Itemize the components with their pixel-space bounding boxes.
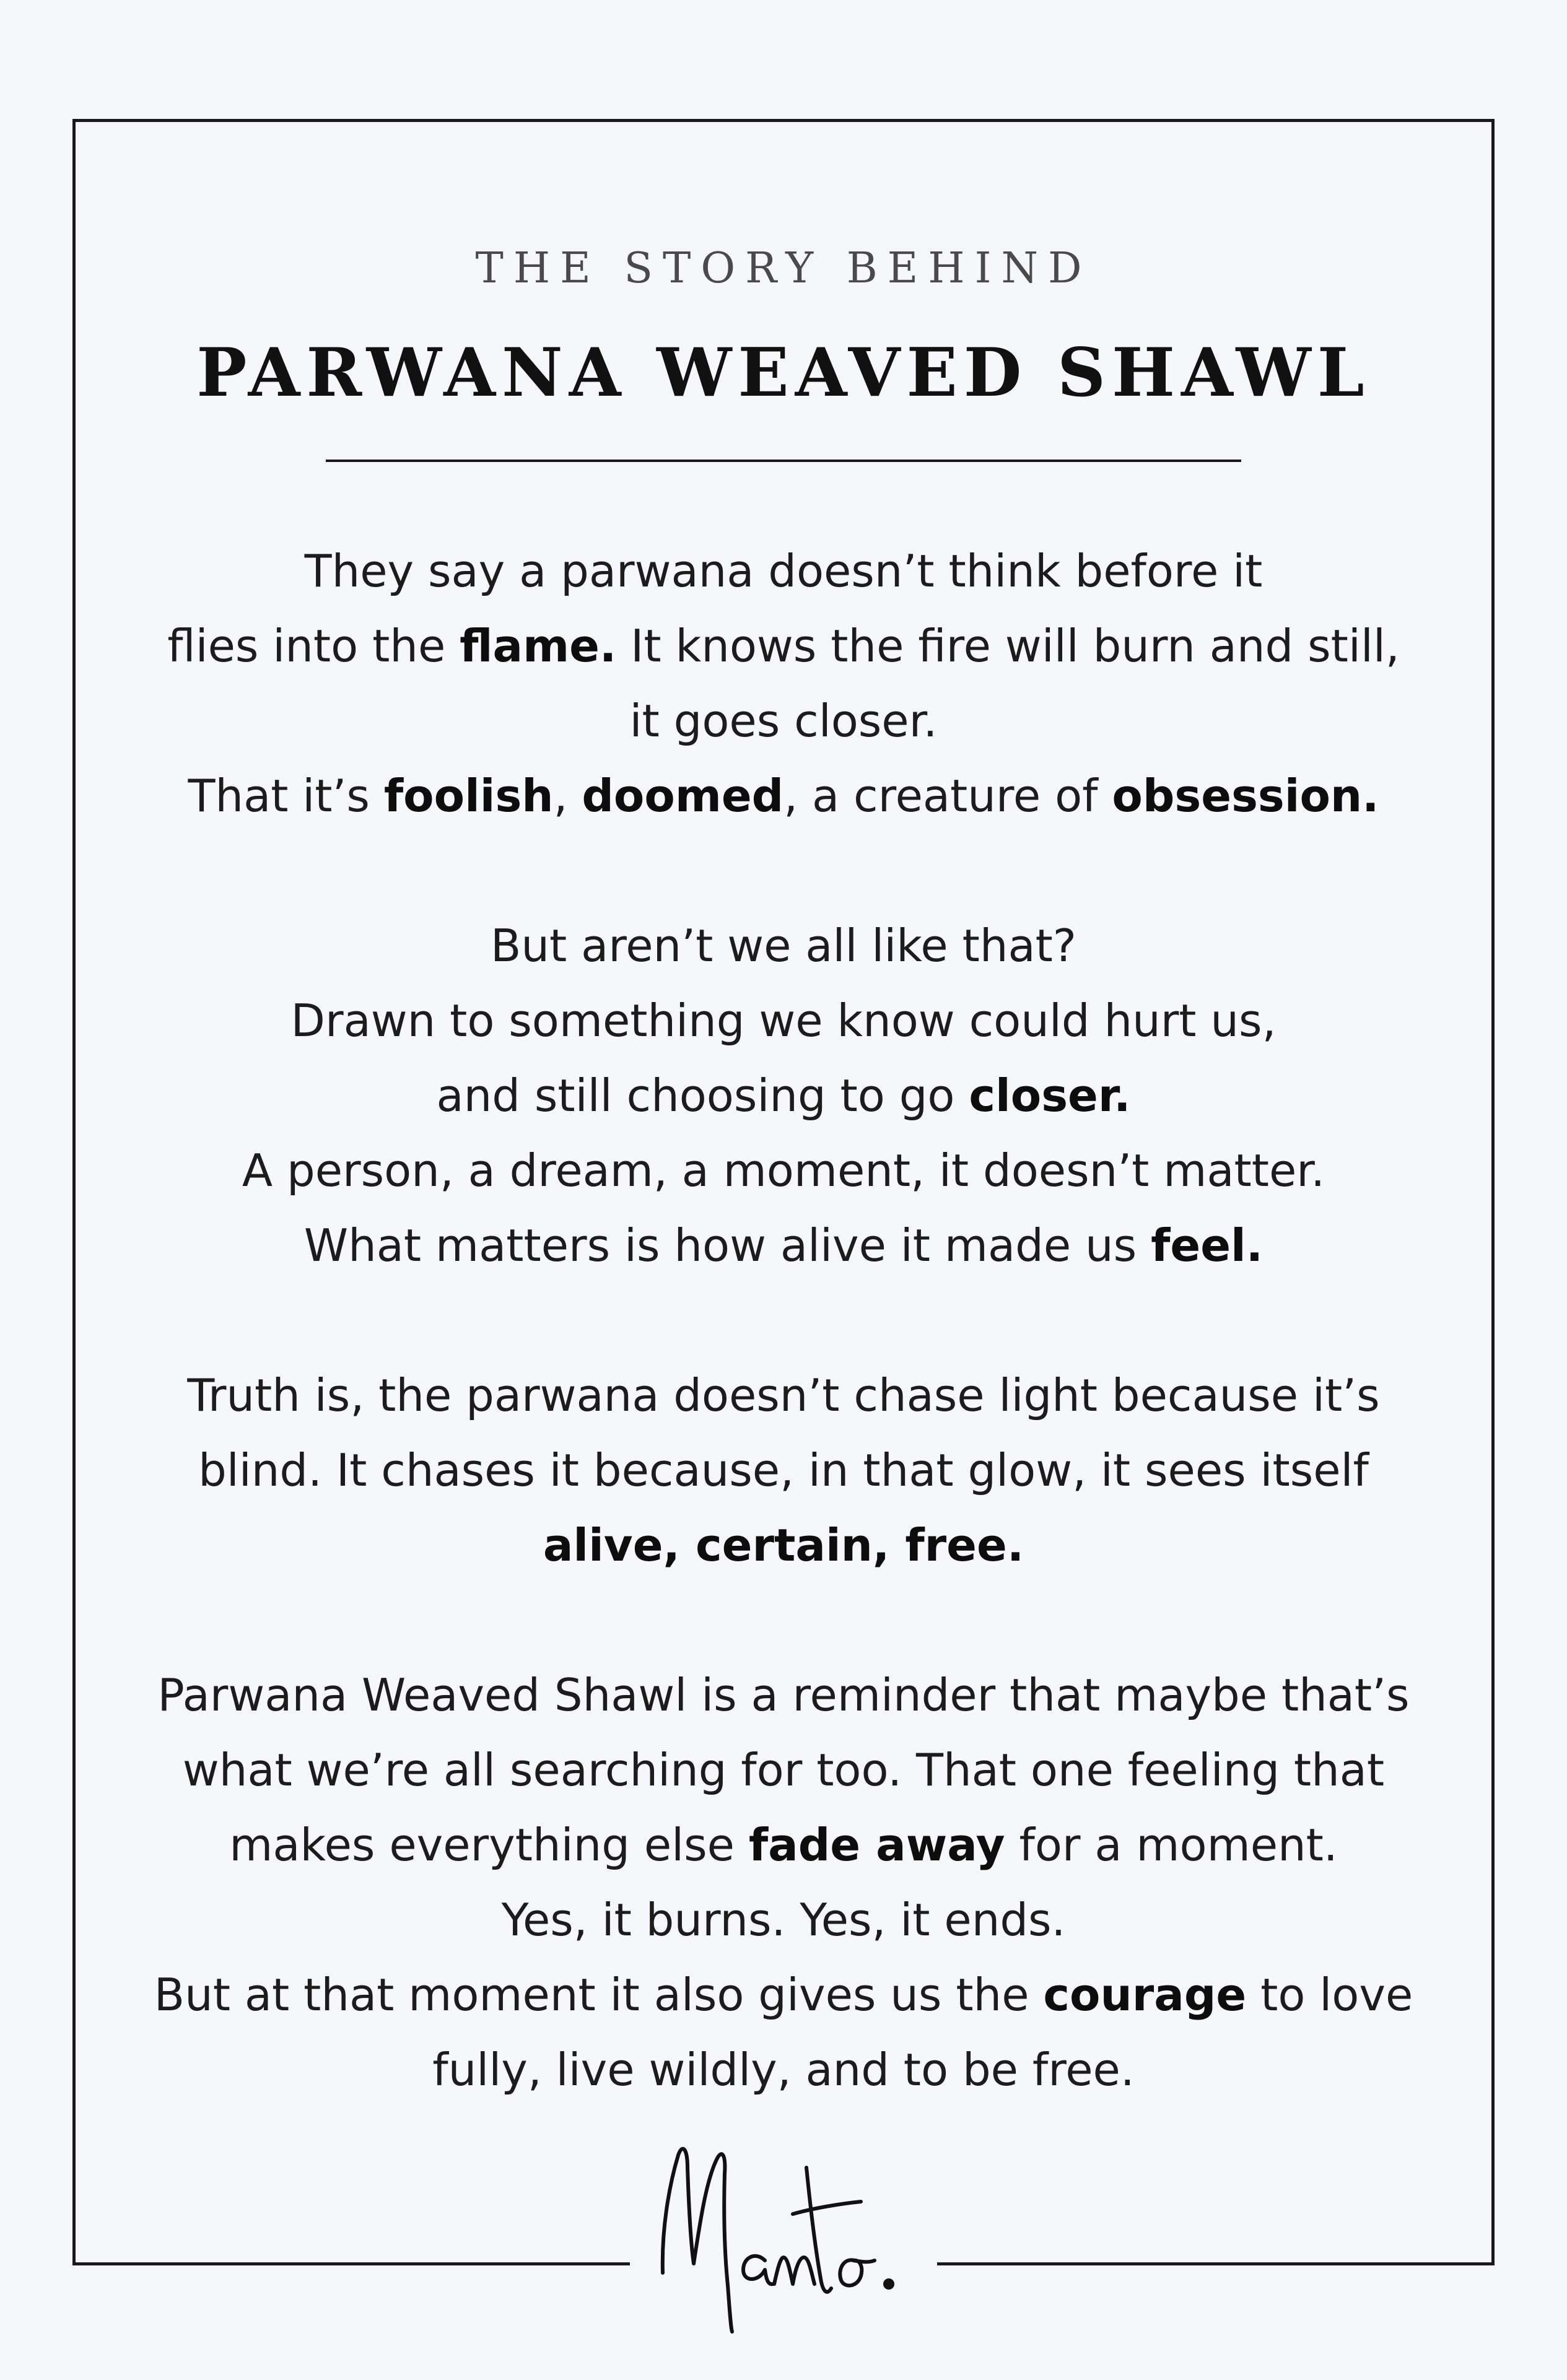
emphasis-text: foolish: [383, 770, 554, 822]
emphasis-text: fade away: [748, 1819, 1005, 1871]
story-line: what we’re all searching for too. That one feeling that: [182, 1744, 1385, 1796]
page-title: PARWANA WEAVED SHAWL: [196, 334, 1371, 412]
story-line: blind. It chases it because, in that glow, it sees itself: [198, 1444, 1369, 1496]
emphasis-text: courage: [1043, 1969, 1247, 2021]
emphasis-text: obsession.: [1112, 770, 1379, 822]
story-line: [111, 1508, 1456, 1583]
story-line: But aren’t we all like that?: [490, 920, 1077, 972]
story-line: What matters is how alive it made us feel.: [303, 1219, 1264, 1271]
story-line: and still choosing to go closer.: [436, 1070, 1131, 1122]
story-line: Yes, it burns. Yes, it ends.: [501, 1894, 1066, 1946]
story-line: Drawn to something we know could hurt us,: [290, 995, 1277, 1047]
story-line: flies into the flame. It knows the fire will burn and still,: [167, 620, 1400, 672]
story-line: fully, live wildly, and to be free.: [432, 2044, 1135, 2096]
story-line: A person, a dream, a moment, it doesn’t matter.: [242, 1144, 1325, 1197]
emphasis-text: alive, certain, free.: [543, 1519, 1024, 1571]
emphasis-text: doomed: [582, 770, 784, 822]
emphasis-text: feel.: [1151, 1219, 1264, 1271]
story-line: it goes closer.: [629, 695, 938, 747]
story-line: That it’s foolish, doomed, a creature of obsession.: [188, 770, 1379, 822]
eyebrow-heading: THE STORY BEHIND: [475, 244, 1092, 293]
bottom-border-right: [937, 2262, 1495, 2265]
signature-logo: [644, 2130, 923, 2341]
story-line: Parwana Weaved Shawl is a reminder that maybe that’s: [157, 1669, 1410, 1721]
bottom-border-left: [72, 2262, 630, 2265]
story-line: But at that moment it also gives us the courage to love: [154, 1969, 1413, 2021]
story-line: makes everything else fade away for a moment.: [229, 1819, 1338, 1871]
story-line: Truth is, the parwana doesn’t chase light because it’s: [187, 1369, 1380, 1421]
story-body: [111, 534, 1456, 2108]
story-line: They say a parwana doesn’t think before it: [304, 545, 1263, 597]
emphasis-text: closer.: [969, 1070, 1131, 1122]
emphasis-text: flame.: [460, 620, 617, 672]
title-divider: [326, 460, 1241, 462]
